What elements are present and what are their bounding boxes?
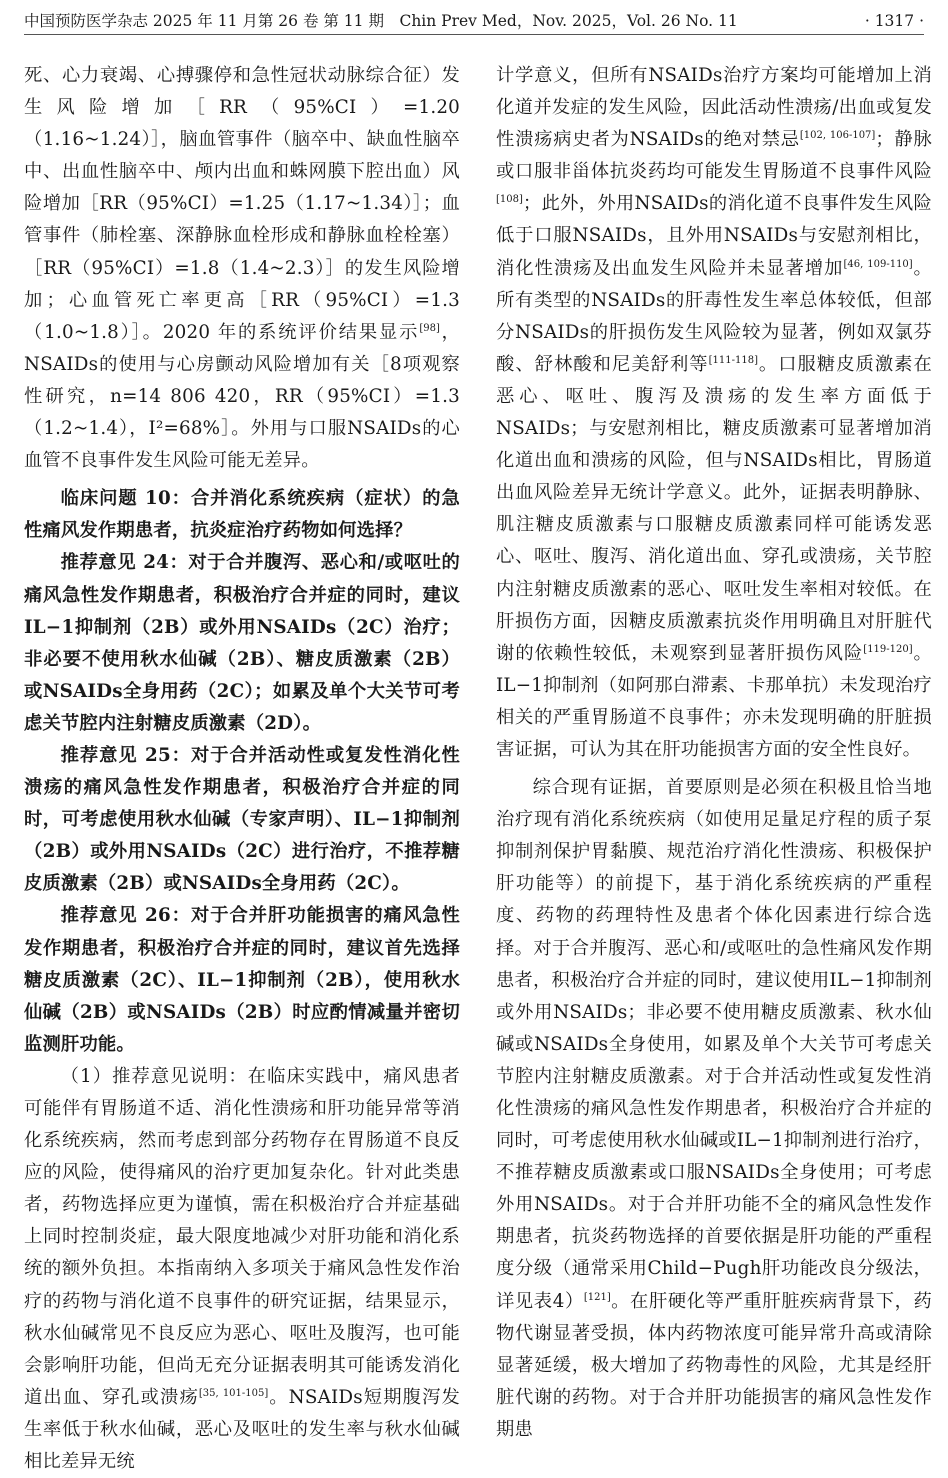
page-number: · 1317 · [864,12,924,30]
running-header [24,8,924,35]
left-column [24,60,460,1478]
recommendation-26: 推荐意见 26：对于合并肝功能损害的痛风急性发作期患者，积极治疗合并症的同时，建议首先选择糖皮质激素（2C）、IL−1抑制剂（2B），使用秋水仙碱（2B）或NSAIDs（2B）时应酌情减量并密切监测肝功能。 [24,905,460,1055]
right-column [496,60,932,1446]
journal-citation: 中国预防医学杂志 2025 年 11 月第 26 卷 第 11 期 Chin Prev Med，Nov. 2025，Vol. 26 No. 11 [24,12,738,30]
citation-ref: [121] [583,1291,611,1303]
recommendation-25: 推荐意见 25：对于合并活动性或复发性消化性溃疡的痛风急性发作期患者，积极治疗合并症的同时，可考虑使用秋水仙碱（专家声明）、IL−1抑制剂（2B）或外用NSAIDs（2C）进行治疗，不推荐糖皮质激素（2B）或NSAIDs全身用药（2C）。 [24,744,460,895]
paragraph-cardiovascular-risk: 死、心力衰竭、心搏骤停和急性冠状动脉综合征）发生风险增加［RR（95%CI）=1.20（1.16~1.24）］，脑血管事件（脑卒中、缺血性脑卒中、出血性脑卒中、颅内出血和蛛网膜下腔出血）风险增加［RR（95%CI）=1.25（1.17~1.34）］；血管事件（肺栓塞、深静脉血栓形成和静脉血栓栓塞）［RR（95%CI）=1.8（1.4~2.3）］的发生风险增加；心血管死亡率更高［RR（95%CI）=1.3（1.0~1.8）］。2020 年的系统评价结果显示[98]，NSAIDs的使用与心房颤动风险增加有关［8项观察性研究，n=14 806 420，RR（95%CI）=1.3（1.2~1.4），I²=68%］。外用与口服NSAIDs的心血管不良事件发生风险可能无差异。 [24,65,460,472]
citation-ref: [108] [496,194,523,206]
paragraph-gi-safety: 计学意义，但所有NSAIDs治疗方案均可能增加上消化道并发症的发生风险，因此活动性溃疡/出血或复发性溃疡病史者为NSAIDs的绝对禁忌[102, 106-107]；静脉或口服非甾体抗炎药均可能发生胃肠道不良事件风险[108]；此外，外用NSAIDs的消化道不良事件发生风险低于口服NSAIDs，且外用NSAIDs与安慰剂相比，消化性溃疡及出血发生风险并未显著增加[46, 109-110]。所有类型的NSAIDs的肝毒性发生率总体较低，但部分NSAIDs的肝损伤发生风险较为显著，例如双氯芬酸、舒林酸和尼美舒利等[111-118]。口服糖皮质激素在恶心、呕吐、腹泻及溃疡的发生率方面低于NSAIDs；与安慰剂相比，糖皮质激素可显著增加消化道出血和溃疡的风险，但与NSAIDs相比，胃肠道出血风险差异无统计学意义。此外，证据表明静脉、肌注糖皮质激素与口服糖皮质激素同样可能诱发恶心、呕吐、腹泻、消化道出血、穿孔或溃疡，关节腔内注射糖皮质激素的恶心、呕吐发生率相对较低。在肝损伤方面，因糖皮质激素抗炎作用明确且对肝脏代谢的依赖性较低，未观察到显著肝损伤风险[119-120]。IL−1抑制剂（如阿那白滞素、卡那单抗）未发现治疗相关的严重胃肠道不良事件；亦未发现明确的肝脏损害证据，可认为其在肝功能损害方面的安全性良好。 [496,65,933,760]
paragraph-summary: 综合现有证据，首要原则是必须在积极且恰当地治疗现有消化系统疾病（如使用足量足疗程的质子泵抑制剂保护胃黏膜、规范治疗消化性溃疡、积极保护肝功能等）的前提下，基于消化系统疾病的严重程度、药物的药理特性及患者个体化因素进行综合选择。对于合并腹泻、恶心和/或呕吐的急性痛风发作期患者，积极治疗合并症的同时，建议使用IL−1抑制剂或外用NSAIDs；非必要不使用糖皮质激素、秋水仙碱或NSAIDs全身使用，如累及单个大关节可考虑关节腔内注射糖皮质激素。对于合并活动性或复发性消化性溃疡的痛风急性发作期患者，积极治疗合并症的同时，可考虑使用秋水仙碱或IL−1抑制剂进行治疗，不推荐糖皮质激素或口服NSAIDs全身使用；可考虑外用NSAIDs。对于合并肝功能不全的痛风急性发作期患者，抗炎药物选择的首要依据是肝功能的严重程度分级（通常采用Child−Pugh肝功能改良分级法，详见表4）[121]。在肝硬化等严重肝脏疾病背景下，药物代谢显著受损，体内药物浓度可能异常升高或清除显著延缓，极大增加了药物毒性的风险，尤其是经肝脏代谢的药物。对于合并肝功能损害的痛风急性发作期患 [496,777,932,1440]
citation-ref: [111-118] [708,354,759,366]
clinical-question-10: 临床问题 10：合并消化系统疾病（症状）的急性痛风发作期患者，抗炎症治疗药物如何选择？ [24,488,460,542]
citation-ref: [98] [419,322,440,334]
citation-ref: [46, 109-110] [843,258,913,270]
citation-ref: [119-120] [863,643,913,655]
paragraph-recommendation-explanation: （1）推荐意见说明：在临床实践中，痛风患者可能伴有胃肠道不适、消化性溃疡和肝功能异常等消化系统疾病，然而考虑到部分药物存在胃肠道不良反应的风险，使得痛风的治疗更加复杂化。针对此类患者，药物选择应更为谨慎，需在积极治疗合并症基础上同时控制炎症，最大限度地减少对肝功能和消化系统的额外负担。本指南纳入多项关于痛风急性发作治疗的药物与消化道不良事件的研究证据，结果显示，秋水仙碱常见不良反应为恶心、呕吐及腹泻，也可能会影响肝功能，但尚无充分证据表明其可能诱发消化道出血、穿孔或溃疡[35, 101-105]。NSAIDs短期腹泻发生率低于秋水仙碱，恶心及呕吐的发生率与秋水仙碱相比差异无统 [24,1065,460,1473]
recommendation-24: 推荐意见 24：对于合并腹泻、恶心和/或呕吐的痛风急性发作期患者，积极治疗合并症的同时，建议IL−1抑制剂（2B）或外用NSAIDs（2C）治疗；非必要不使用秋水仙碱（2B）、糖皮质激素（2B）或NSAIDs全身用药（2C）；如累及单个大关节可考虑关节腔内注射糖皮质激素（2D）。 [24,552,460,734]
citation-ref: [35, 101-105] [198,1387,269,1399]
citation-ref: [102, 106-107] [799,130,876,142]
